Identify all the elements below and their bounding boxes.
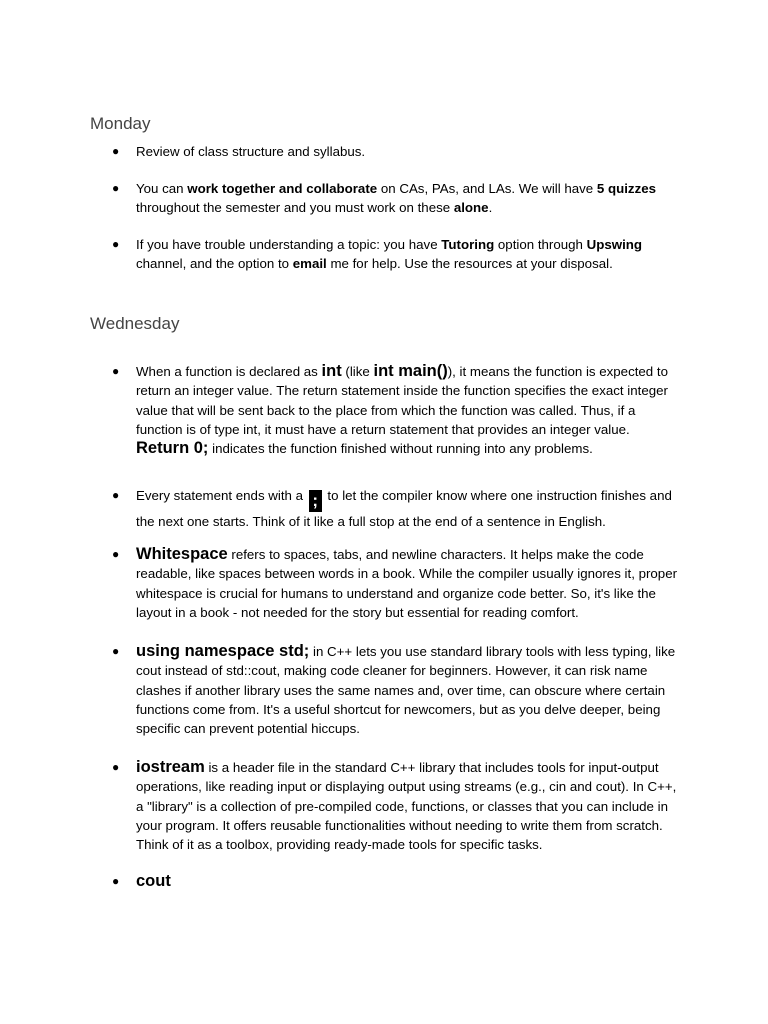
bullet-icon: ● [112, 547, 120, 561]
list-item-text: Whitespace refers to spaces, tabs, and newline characters. It helps make the code readable, like spaces between words in a book. While the compiler usually ignores it, proper whitespace is crucial for humans to understand and organize code better. So, it's like the layout in a book - not needed for the story but essential for reading comfort. [136, 545, 678, 620]
bullet-icon: ● [112, 644, 120, 658]
bullet-icon: ● [112, 181, 120, 195]
bullet-icon: ● [112, 874, 120, 888]
bullet-icon: ● [112, 364, 120, 378]
bullet-icon: ● [112, 488, 120, 502]
list-item-text: iostream is a header file in the standard C++ library that includes tools for input-output operations, like reading input or displaying output using streams (e.g., cin and cout). In C++, a "library" is a collection of pre-compiled code, functions, or classes that you can include in your program. It offers reusable functionalities without needing to write them from scratch. Think of it as a toolbox, providing ready-made tools for specific tasks. [136, 758, 677, 853]
list-item-text: using namespace std; in C++ lets you use standard library tools with less typing, like cout instead of std::cout, making code cleaner for beginners. However, it can risk name clashes if another library uses the same names and, over time, can obscure where certain functions come from. It's a useful shortcut for newcomers, but as you delve deeper, being specific can prevent potential hiccups. [136, 642, 676, 737]
semicolon-symbol: ; [309, 490, 322, 512]
list-item-text: cout [136, 872, 171, 890]
list-item-text: Every statement ends with a ; to let the compiler know where one instruction finishes and the next one starts. Think of it like a full stop at the end of a sentence in English. [136, 488, 672, 529]
list-item-text: Review of class structure and syllabus. [136, 144, 366, 159]
bullet-icon: ● [112, 144, 120, 158]
wednesday-heading: Wednesday [90, 314, 180, 333]
bullet-icon: ● [112, 237, 120, 251]
list-item-text: If you have trouble understanding a topic: you have Tutoring option through Upswing channel, and the option to email me for help. Use the resources at your disposal. [136, 237, 643, 272]
list-item-text: When a function is declared as int (like int main()), it means the function is expected to return an integer value. The return statement inside the function specifies the exact integer value that will be sent back to the place from which the function was called. Thus, if a function is of type int, it must have a return statement that provides an integer value. Return 0; indicates the function finished without running into any problems. [136, 362, 668, 458]
list-item-text: You can work together and collaborate on CAs, PAs, and LAs. We will have 5 quizzes throughout the semester and you must work on these alone. [136, 181, 657, 216]
monday-heading: Monday [90, 114, 151, 133]
bullet-icon: ● [112, 760, 120, 774]
